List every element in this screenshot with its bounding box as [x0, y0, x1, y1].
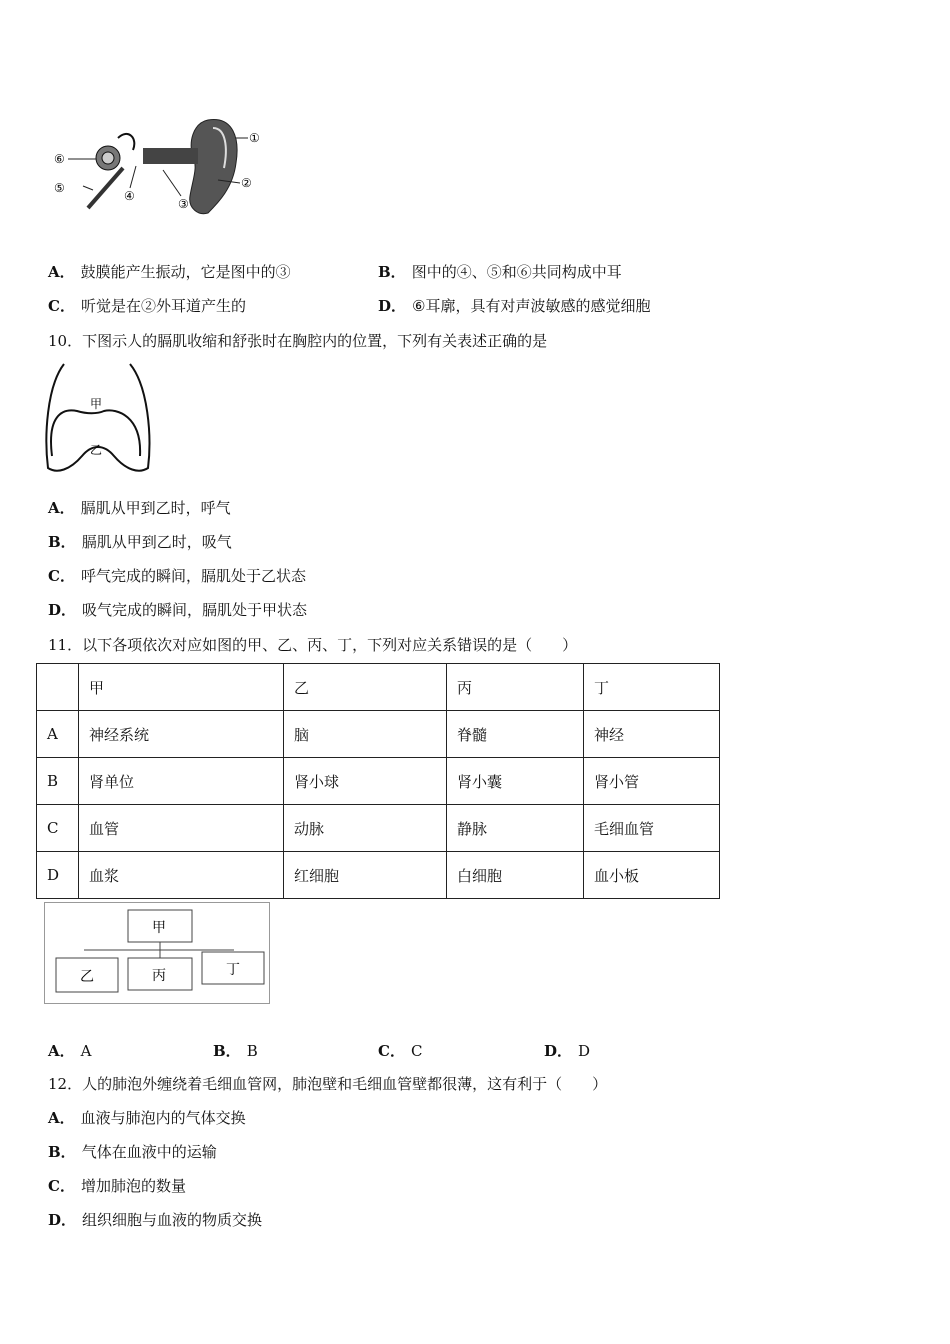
q11-option-d: D． D	[544, 1042, 591, 1060]
q9-option-a: A． 鼓膜能产生振动，它是图中的③	[48, 263, 291, 281]
q10-stem: 10．下图示人的膈肌收缩和舒张时在胸腔内的位置，下列有关表述正确的是	[48, 332, 548, 350]
q9-option-c: C． 听觉是在②外耳道产生的	[48, 297, 246, 315]
q12-option-b: B． 气体在血液中的运输	[48, 1143, 217, 1161]
ear-label-3: ③	[178, 197, 189, 211]
table-row: A 神经系统 脑 脊髓 神经	[37, 711, 720, 758]
ear-label-6: ⑥	[54, 152, 65, 166]
q12-option-c: C． 增加肺泡的数量	[48, 1177, 186, 1195]
ear-structure-figure	[48, 108, 263, 218]
ear-label-5: ⑤	[54, 181, 65, 195]
q10-option-d: D． 吸气完成的瞬间，膈肌处于甲状态	[48, 601, 308, 619]
q12-stem: 12．人的肺泡外缠绕着毛细血管网，肺泡壁和毛细血管壁都很薄，这有利于（ ）	[48, 1075, 608, 1093]
ear-label-1: ①	[249, 131, 260, 145]
q11-table	[36, 663, 720, 899]
hierarchy-top: 甲	[152, 920, 166, 936]
q10-option-c: C． 呼气完成的瞬间，膈肌处于乙状态	[48, 567, 306, 585]
diaphragm-figure	[42, 356, 154, 476]
ear-label-4: ④	[124, 189, 135, 203]
hierarchy-middle: 丙	[152, 968, 166, 984]
q11-stem: 11．以下各项依次对应如图的甲、乙、丙、丁，下列对应关系错误的是（ ）	[48, 636, 578, 654]
hierarchy-left: 乙	[80, 969, 94, 985]
table-row: D 血浆 红细胞 白细胞 血小板	[37, 852, 720, 899]
q12-option-a: A． 血液与肺泡内的气体交换	[48, 1109, 246, 1127]
table-row: C 血管 动脉 静脉 毛细血管	[37, 805, 720, 852]
hierarchy-right: 丁	[226, 962, 240, 978]
q9-option-d: D． ⑥耳廓，具有对声波敏感的感觉细胞	[378, 297, 651, 315]
ear-label-2: ②	[241, 176, 252, 190]
q11-option-b: B． B	[213, 1042, 258, 1060]
table-header-row: 甲 乙 丙 丁	[37, 664, 720, 711]
diaphragm-label-bottom: 乙	[90, 443, 103, 457]
q11-option-a: A． A	[48, 1042, 92, 1060]
hierarchy-figure	[44, 902, 270, 1004]
table-row: B 肾单位 肾小球 肾小囊 肾小管	[37, 758, 720, 805]
q9-option-b: B． 图中的④、⑤和⑥共同构成中耳	[378, 263, 622, 281]
diaphragm-label-top: 甲	[90, 397, 103, 411]
q12-option-d: D． 组织细胞与血液的物质交换	[48, 1211, 263, 1229]
q11-option-c: C． C	[378, 1042, 423, 1060]
q10-option-a: A． 膈肌从甲到乙时，呼气	[48, 499, 231, 517]
q10-option-b: B． 膈肌从甲到乙时，吸气	[48, 533, 232, 551]
